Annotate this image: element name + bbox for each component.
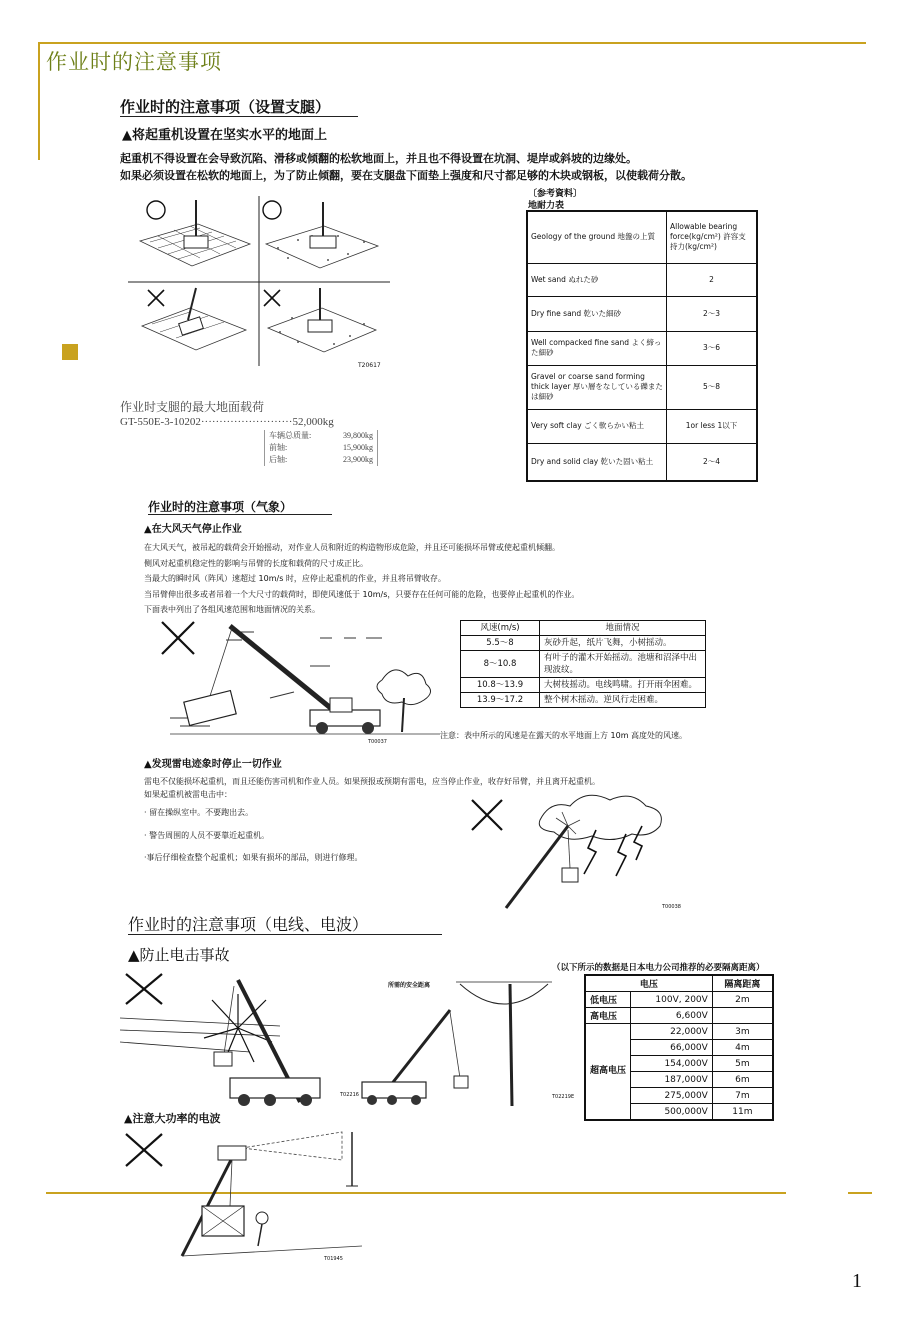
section1-heading-underline	[120, 116, 358, 117]
text-line: 当吊臂伸出很多或者吊着一个大尺寸的载荷时，即使风速低于 10m/s，只要存在任何可能的危险，也要停止起重机的作业。	[144, 589, 580, 599]
section3-heading-underline	[128, 934, 442, 935]
table-header-cell: 电压	[585, 975, 712, 992]
bottom-rule-right	[848, 1192, 872, 1194]
load-detail-label: 后轴:	[269, 455, 288, 464]
table-cell: 13.9～17.2	[461, 693, 540, 708]
table-row	[461, 678, 706, 693]
table-row	[527, 296, 757, 331]
section1-heading: 作业时的注意事项（设置支腿）	[120, 98, 331, 116]
table-cell: 500,000V	[631, 1104, 713, 1121]
slide-title: 作业时的注意事项	[46, 50, 222, 74]
table-row	[527, 409, 757, 443]
section3-figure-code-2: T02219E	[552, 1094, 575, 1100]
table-cell: 6,600V	[631, 1008, 713, 1024]
lightning-crane-figure	[466, 790, 684, 910]
section3-figure-code-3: T01945	[324, 1256, 343, 1262]
table-cell: 整个树木摇动。逆风行走困难。	[540, 693, 706, 708]
table-cell: 大树枝摇动。电线鸣啸。打开雨伞困难。	[540, 678, 706, 693]
load-detail-row	[269, 430, 373, 442]
table-cell: 2～3	[667, 296, 758, 331]
text-line: 侧风对起重机稳定性的影响与吊臂的长度和载荷的尺寸成正比。	[144, 558, 368, 568]
bullet-square	[62, 344, 78, 360]
table-cell: 3m	[712, 1024, 773, 1040]
load-title: 作业时支腿的最大地面载荷	[120, 400, 265, 414]
load-detail-value: 39,800kg	[343, 431, 373, 440]
ground-bearing-table	[526, 210, 758, 482]
ref-label: 〔参考資料〕	[528, 189, 583, 199]
section2-warning2-text: 发现雷电迹象时停止一切作业	[151, 759, 282, 770]
ok-mark-2	[263, 201, 281, 219]
section3-warning2-text: 注意大功率的电波	[132, 1112, 221, 1125]
section2-warning-text: 在大风天气停止作业	[151, 524, 242, 535]
warning-icon: ▲	[144, 524, 152, 535]
table-row	[527, 365, 757, 409]
load-detail-row	[269, 442, 373, 454]
section3-warning2	[124, 1110, 220, 1126]
table-cell: 灰砂升起，纸片飞舞，小树摇动。	[540, 636, 706, 651]
table-cell: 10.8～13.9	[461, 678, 540, 693]
text-line: 雷电不仅能损坏起重机，而且还能伤害司机和作业人员。如果预报或预期有雷电，应当停止作业，收存好吊臂，并且离开起重机。	[144, 777, 600, 786]
table-row	[461, 651, 706, 678]
ref-table-title: 地耐力表	[528, 201, 565, 211]
table-cell: 100V, 200V	[631, 992, 713, 1008]
table-cell: Dry fine sand 乾いた細砂	[527, 296, 667, 331]
table-row	[461, 636, 706, 651]
section2-warning2	[144, 755, 282, 770]
load-detail-value: 23,900kg	[343, 455, 373, 464]
voltage-category: 高电压	[585, 1008, 631, 1024]
safe-distance-label: 所需的安全距离	[388, 982, 431, 989]
table-cell: 2m	[712, 992, 773, 1008]
voltage-category: 低电压	[585, 992, 631, 1008]
page-number: 1	[852, 1270, 862, 1292]
table-row	[585, 992, 773, 1008]
table-cell: 5m	[712, 1056, 773, 1072]
section1-para2: 如果必须设置在松软的地面上，为了防止倾翻，要在支腿盘下面垫上强度和尺寸都足够的木块或钢板，以使载荷分散。	[120, 169, 692, 182]
section3-heading: 作业时的注意事项（电线、电波）	[128, 915, 369, 934]
section3-warning	[128, 944, 230, 965]
text-line: 在大风天气，被吊起的载荷会开始摇动，对作业人员和附近的构造物形成危险，并且还可能损坏吊臂或使起重机倾翻。	[144, 543, 560, 552]
table-cell: 11m	[712, 1104, 773, 1121]
table-cell: 3～6	[667, 331, 758, 365]
table-cell: Gravel or coarse sand forming thick layer 厚い層をなしている礫または細砂	[527, 365, 667, 409]
text-line: · 留在操纵室中。不要跑出去。	[144, 808, 254, 817]
section1-warning-text: 将起重机设置在坚实水平的地面上	[132, 128, 328, 143]
radio-wave-crane-figure	[122, 1126, 384, 1266]
table-cell: 7m	[712, 1088, 773, 1104]
table-cell: 6m	[712, 1072, 773, 1088]
section3-warning-text: 防止电击事故	[139, 946, 230, 964]
section3-figure-code-1: T02216	[340, 1092, 359, 1098]
table-cell	[712, 1008, 773, 1024]
warning-icon: ▲	[144, 759, 152, 770]
table-cell: 275,000V	[631, 1088, 713, 1104]
section2-warning	[144, 520, 242, 535]
load-detail-row	[269, 454, 373, 466]
left-rule	[38, 42, 40, 160]
wind-note: 注意：表中所示的风速是在露天的水平地面上方 10m 高度处的风速。	[440, 731, 688, 740]
table-header-cell: 地面情况	[540, 621, 706, 636]
table-cell: 5～8	[667, 365, 758, 409]
table-row	[527, 263, 757, 296]
load-details	[264, 430, 378, 466]
wind-crane-figure	[150, 618, 450, 746]
table-row	[527, 443, 757, 481]
table-cell: 2	[667, 263, 758, 296]
table-cell: 5.5～8	[461, 636, 540, 651]
table-row	[461, 693, 706, 708]
table-cell: Well compacked fine sand よく締った細砂	[527, 331, 667, 365]
section1-para1: 起重机不得设置在会导致沉陷、滑移或倾翻的松软地面上，并且也不得设置在坑洞、堤岸或斜坡的边缘处。	[120, 152, 637, 165]
table-cell: 1or less 1以下	[667, 409, 758, 443]
section2-body	[144, 540, 579, 618]
text-line: · 警告周围的人员不要靠近起重机。	[144, 830, 270, 840]
power-line-crane-figure	[120, 966, 580, 1106]
voltage-distance-table	[584, 974, 774, 1121]
table-row	[585, 1024, 773, 1040]
table-row	[585, 1008, 773, 1024]
top-rule	[38, 42, 866, 44]
table-header-row	[461, 621, 706, 636]
table-cell: 187,000V	[631, 1072, 713, 1088]
table-header-cell: Geology of the ground 地盤の上質	[527, 211, 667, 263]
text-line: ·事后仔细检查整个起重机；如果有损坏的部品，则进行修理。	[144, 853, 363, 862]
table-header-cell: 隔离距离	[712, 975, 773, 992]
table-header-cell: Allowable bearing force(kg/cm²) 許容支持力(kg/cm²)	[667, 211, 758, 263]
voltage-note: （以下所示的数据是日本电力公司推荐的必要隔离距离）	[552, 963, 765, 973]
table-cell: 4m	[712, 1040, 773, 1056]
text-line: 当最大的瞬时风（阵风）速超过 10m/s 时，应停止起重机的作业，并且将吊臂收存。	[144, 574, 446, 583]
table-cell: 66,000V	[631, 1040, 713, 1056]
table-row	[527, 331, 757, 365]
section2-heading: 作业时的注意事项（气象）	[148, 500, 293, 514]
table-cell: 154,000V	[631, 1056, 713, 1072]
outrigger-ground-figure	[128, 196, 390, 372]
table-cell: Wet sand ぬれた砂	[527, 263, 667, 296]
warning-icon: ▲	[122, 128, 132, 143]
text-line: 如果起重机被雷电击中：	[144, 789, 232, 799]
table-cell: 8～10.8	[461, 651, 540, 678]
section2-figure-code: T00037	[368, 739, 387, 745]
section1-figure-code: T20617	[358, 362, 381, 369]
table-cell: Very soft clay ごく軟らかい粘土	[527, 409, 667, 443]
table-cell: Dry and solid clay 乾いた固い粘土	[527, 443, 667, 481]
voltage-category: 超高电压	[585, 1024, 631, 1121]
load-model: GT-550E-3-10202·························52,000kg	[120, 416, 334, 428]
table-header-cell: 风速(m/s)	[461, 621, 540, 636]
table-cell: 22,000V	[631, 1024, 713, 1040]
ok-mark-1	[147, 201, 165, 219]
wind-speed-table	[460, 620, 706, 708]
table-cell: 有叶子的灌木开始摇动。池塘和沼泽中出现波纹。	[540, 651, 706, 678]
load-detail-label: 车辆总质量:	[269, 431, 312, 440]
section1-warning	[122, 124, 327, 143]
warning-icon: ▲	[124, 1112, 133, 1125]
load-detail-value: 15,900kg	[343, 443, 373, 452]
section2-heading-underline	[148, 514, 332, 515]
load-detail-label: 前轴:	[269, 443, 288, 452]
warning-icon: ▲	[128, 946, 140, 964]
text-line: 下面表中列出了各组风速范围和地面情况的关系。	[144, 605, 320, 614]
table-cell: 2～4	[667, 443, 758, 481]
table-header-row	[585, 975, 773, 992]
section2-figure-code2: T00038	[662, 904, 681, 910]
table-header-row	[527, 211, 757, 263]
